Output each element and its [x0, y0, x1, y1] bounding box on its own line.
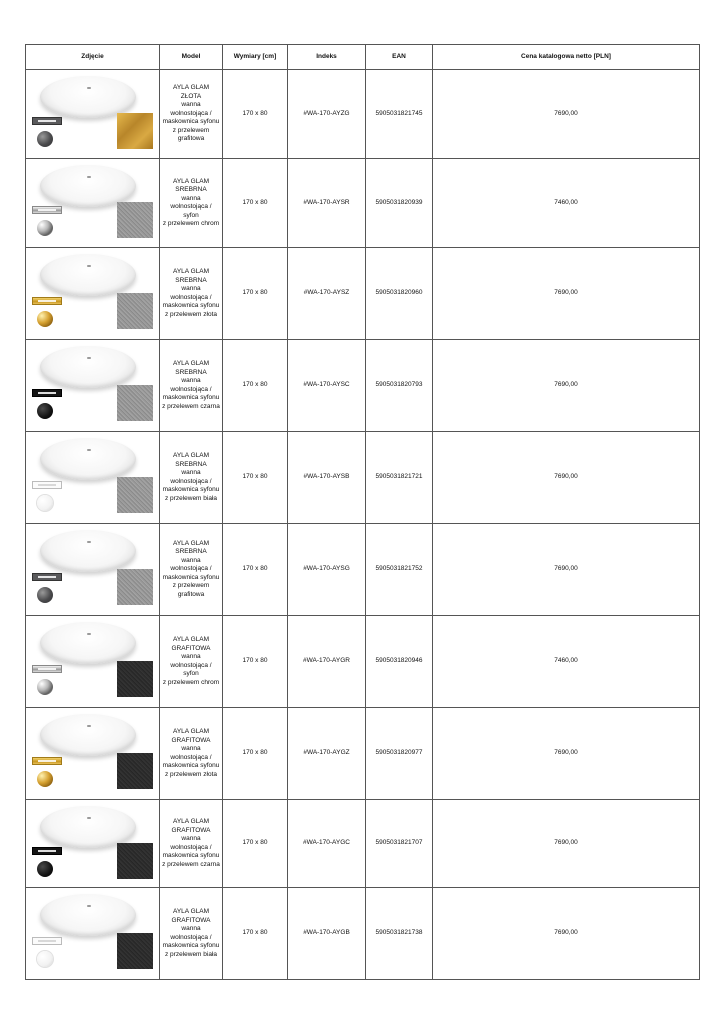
overflow-cover-image	[32, 665, 62, 673]
bathtub-image	[40, 894, 136, 936]
ean-cell: 5905031820946	[366, 616, 433, 708]
bathtub-image	[40, 530, 136, 572]
bathtub-image	[40, 165, 136, 207]
bathtub-image	[40, 438, 136, 480]
ean-cell: 5905031820960	[366, 248, 433, 340]
ean-cell: 5905031821745	[366, 70, 433, 159]
dimensions-cell: 170 x 80	[223, 800, 288, 888]
finish-swatch-image	[117, 202, 153, 238]
product-photo-cell	[26, 159, 160, 248]
index-cell: #WA-170-AYSR	[288, 159, 366, 248]
ean-cell: 5905031820939	[366, 159, 433, 248]
product-photo-cell	[26, 616, 160, 708]
bathtub-image	[40, 254, 136, 296]
model-cell: AYLA GLAM GRAFITOWA wanna wolnostojąca / maskownica syfonu z przelewem czarna	[160, 800, 223, 888]
ean-cell: 5905031820793	[366, 340, 433, 432]
bathtub-image	[40, 714, 136, 756]
dimensions-cell: 170 x 80	[223, 70, 288, 159]
ean-cell: 5905031821752	[366, 524, 433, 616]
ean-cell: 5905031821707	[366, 800, 433, 888]
price-cell: 7690,00	[433, 432, 700, 524]
dimensions-cell: 170 x 80	[223, 248, 288, 340]
siphon-cover-image	[37, 495, 53, 511]
index-cell: #WA-170-AYSG	[288, 524, 366, 616]
model-cell: AYLA GLAM ZŁOTA wanna wolnostojąca / maskownica syfonu z przelewem grafitowa	[160, 70, 223, 159]
header-price: Cena katalogowa netto [PLN]	[433, 45, 700, 70]
finish-swatch-image	[117, 933, 153, 969]
model-cell: AYLA GLAM GRAFITOWA wanna wolnostojąca / syfon z przelewem chrom	[160, 616, 223, 708]
overflow-cover-image	[32, 297, 62, 305]
table-row	[26, 432, 700, 524]
price-cell: 7460,00	[433, 616, 700, 708]
siphon-cover-image	[37, 587, 53, 603]
siphon-cover-image	[37, 220, 53, 236]
table-body	[26, 70, 700, 980]
product-photo-cell	[26, 888, 160, 980]
price-cell: 7690,00	[433, 888, 700, 980]
dimensions-cell: 170 x 80	[223, 708, 288, 800]
dimensions-cell: 170 x 80	[223, 888, 288, 980]
model-cell: AYLA GLAM SREBRNA wanna wolnostojąca / maskownica syfonu z przelewem czarna	[160, 340, 223, 432]
siphon-cover-image	[37, 311, 53, 327]
siphon-cover-image	[37, 861, 53, 877]
overflow-cover-image	[32, 573, 62, 581]
header-index: Indeks	[288, 45, 366, 70]
dimensions-cell: 170 x 80	[223, 340, 288, 432]
table-row	[26, 159, 700, 248]
overflow-cover-image	[32, 937, 62, 945]
product-photo-cell	[26, 708, 160, 800]
product-photo-cell	[26, 70, 160, 159]
model-cell: AYLA GLAM SREBRNA wanna wolnostojąca / syfon z przelewem chrom	[160, 159, 223, 248]
model-cell: AYLA GLAM SREBRNA wanna wolnostojąca / maskownica syfonu z przelewem grafitowa	[160, 524, 223, 616]
index-cell: #WA-170-AYGZ	[288, 708, 366, 800]
price-cell: 7690,00	[433, 70, 700, 159]
price-cell: 7690,00	[433, 524, 700, 616]
bathtub-image	[40, 622, 136, 664]
product-photo-cell	[26, 524, 160, 616]
overflow-cover-image	[32, 847, 62, 855]
bathtub-image	[40, 806, 136, 848]
table-row	[26, 524, 700, 616]
index-cell: #WA-170-AYGC	[288, 800, 366, 888]
model-cell: AYLA GLAM SREBRNA wanna wolnostojąca / maskownica syfonu z przelewem złota	[160, 248, 223, 340]
header-photo: Zdjęcie	[26, 45, 160, 70]
price-cell: 7690,00	[433, 248, 700, 340]
price-cell: 7460,00	[433, 159, 700, 248]
header-dimensions: Wymiary [cm]	[223, 45, 288, 70]
table-row	[26, 616, 700, 708]
finish-swatch-image	[117, 569, 153, 605]
table-row	[26, 70, 700, 159]
bathtub-image	[40, 76, 136, 118]
table-row	[26, 708, 700, 800]
siphon-cover-image	[37, 951, 53, 967]
siphon-cover-image	[37, 131, 53, 147]
model-cell: AYLA GLAM GRAFITOWA wanna wolnostojąca / maskownica syfonu z przelewem złota	[160, 708, 223, 800]
price-cell: 7690,00	[433, 340, 700, 432]
dimensions-cell: 170 x 80	[223, 432, 288, 524]
siphon-cover-image	[37, 679, 53, 695]
finish-swatch-image	[117, 661, 153, 697]
ean-cell: 5905031820977	[366, 708, 433, 800]
table-row	[26, 340, 700, 432]
price-cell: 7690,00	[433, 708, 700, 800]
finish-swatch-image	[117, 385, 153, 421]
index-cell: #WA-170-AYSB	[288, 432, 366, 524]
model-cell: AYLA GLAM SREBRNA wanna wolnostojąca / maskownica syfonu z przelewem biała	[160, 432, 223, 524]
siphon-cover-image	[37, 771, 53, 787]
finish-swatch-image	[117, 113, 153, 149]
header-model: Model	[160, 45, 223, 70]
product-catalog-table	[25, 44, 700, 980]
dimensions-cell: 170 x 80	[223, 616, 288, 708]
header-ean: EAN	[366, 45, 433, 70]
table-row	[26, 248, 700, 340]
overflow-cover-image	[32, 481, 62, 489]
product-photo-cell	[26, 432, 160, 524]
dimensions-cell: 170 x 80	[223, 159, 288, 248]
dimensions-cell: 170 x 80	[223, 524, 288, 616]
finish-swatch-image	[117, 843, 153, 879]
overflow-cover-image	[32, 117, 62, 125]
table-header-row	[26, 45, 700, 70]
overflow-cover-image	[32, 389, 62, 397]
index-cell: #WA-170-AYSC	[288, 340, 366, 432]
siphon-cover-image	[37, 403, 53, 419]
index-cell: #WA-170-AYZG	[288, 70, 366, 159]
overflow-cover-image	[32, 757, 62, 765]
product-photo-cell	[26, 248, 160, 340]
finish-swatch-image	[117, 293, 153, 329]
ean-cell: 5905031821721	[366, 432, 433, 524]
bathtub-image	[40, 346, 136, 388]
model-cell: AYLA GLAM GRAFITOWA wanna wolnostojąca / maskownica syfonu z przelewem biała	[160, 888, 223, 980]
price-cell: 7690,00	[433, 800, 700, 888]
finish-swatch-image	[117, 753, 153, 789]
table-row	[26, 800, 700, 888]
index-cell: #WA-170-AYGR	[288, 616, 366, 708]
finish-swatch-image	[117, 477, 153, 513]
product-photo-cell	[26, 340, 160, 432]
index-cell: #WA-170-AYSZ	[288, 248, 366, 340]
ean-cell: 5905031821738	[366, 888, 433, 980]
product-photo-cell	[26, 800, 160, 888]
table-row	[26, 888, 700, 980]
index-cell: #WA-170-AYGB	[288, 888, 366, 980]
overflow-cover-image	[32, 206, 62, 214]
